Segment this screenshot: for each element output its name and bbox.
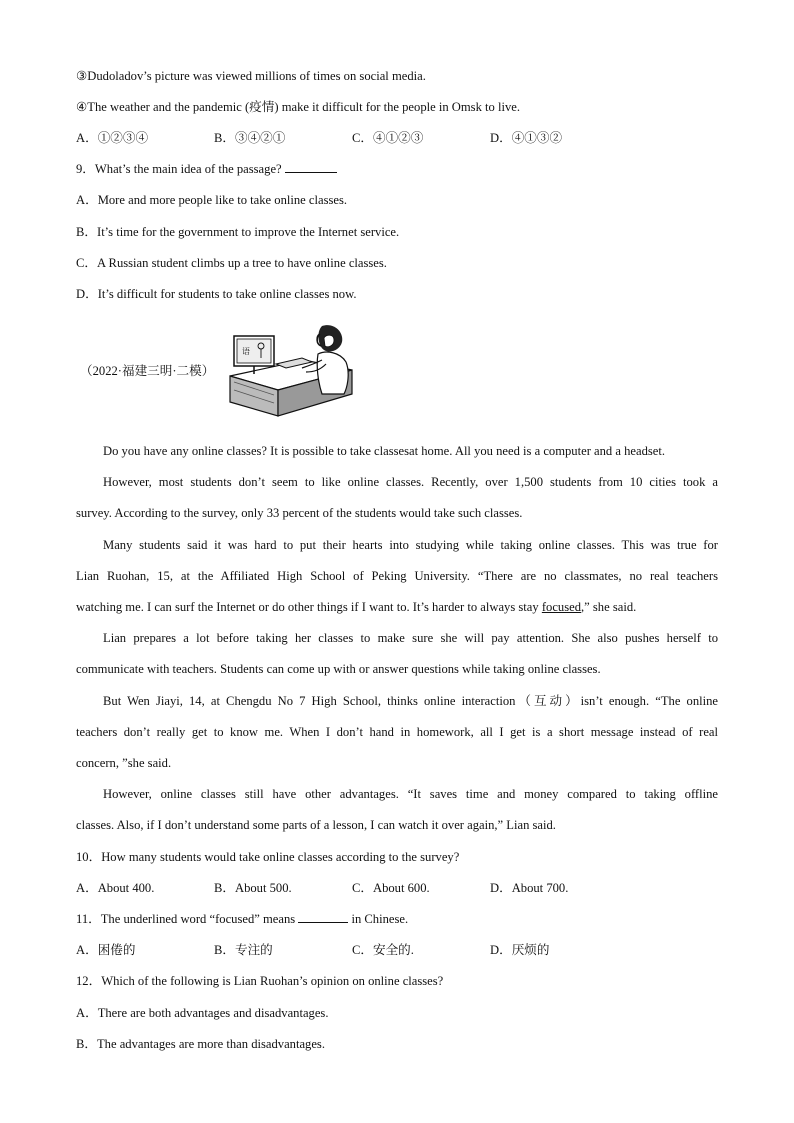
q8-option-a[interactable]: A．①②③④ (76, 131, 149, 145)
passage-paragraph-3-line-2: Lian Ruohan, 15, at the Affiliated High School of Peking University. “There are no classmates, no real teachers (76, 569, 718, 583)
q11-stem-text: in Chinese. (348, 912, 409, 926)
q10-option-c[interactable]: C．About 600. (352, 881, 430, 895)
q12-stem: 12．Which of the following is Lian Ruohan’s opinion on online classes? (76, 974, 444, 988)
q8-option-d[interactable]: D．④①③② (490, 131, 563, 145)
q12-option-a[interactable]: A．There are both advantages and disadvantages. (76, 1006, 329, 1020)
q12-option-b[interactable]: B．The advantages are more than disadvantages. (76, 1037, 325, 1051)
passage-paragraph-5-line-3: concern, ”she said. (76, 756, 172, 770)
q11-stem-text: 11．The underlined word “focused” means (76, 912, 296, 926)
underlined-word-focused: focused (541, 600, 582, 614)
statement-4: ④The weather and the pandemic (疫情) make it difficult for the people in Omsk to live. (76, 100, 521, 114)
q10-option-b[interactable]: B．About 500. (214, 881, 292, 895)
q9-option-d[interactable]: D．It’s difficult for students to take online classes now. (76, 287, 357, 301)
passage-text: ,” she said. (581, 600, 637, 614)
q9-option-a[interactable]: A．More and more people like to take online classes. (76, 193, 348, 207)
q10-option-d[interactable]: D．About 700. (490, 881, 569, 895)
passage-paragraph-6-line-2: classes. Also, if I don’t understand some parts of a lesson, I can watch it over again,” Lian said. (76, 818, 556, 832)
q11-option-b[interactable]: B．专注的 (214, 943, 273, 957)
passage-paragraph-1: Do you have any online classes? It is possible to take classesat home. All you need is a computer and a headset. (103, 444, 666, 458)
passage-paragraph-5-line-2: teachers don’t really get to know me. When I don’t hand in homework, all I get is a short message instead of real (76, 725, 718, 739)
q9-option-c[interactable]: C．A Russian student climbs up a tree to have online classes. (76, 256, 387, 270)
passage-source: （2022·福建三明·二模） (80, 364, 215, 378)
passage-paragraph-5-line-1: But Wen Jiayi, 14, at Chengdu No 7 High School, thinks online interaction（互动）isn’t enough. “The online (103, 694, 718, 708)
q8-option-c[interactable]: C．④①②③ (352, 131, 424, 145)
q8-option-b[interactable]: B．③④②① (214, 131, 286, 145)
q11-option-d[interactable]: D．厌烦的 (490, 943, 550, 957)
q11-stem (76, 911, 718, 927)
passage-paragraph-4-line-1: Lian prepares a lot before taking her classes to make sure she will pay attention. She also pushes herself to (103, 631, 718, 645)
passage-paragraph-3-line-1: Many students said it was hard to put their hearts into studying while taking online classes. This was true for (103, 538, 718, 552)
passage-paragraph-2-line-1: However, most students don’t seem to like online classes. Recently, over 1,500 students from 10 cities took a (103, 475, 718, 489)
q9-answer-blank[interactable] (285, 161, 337, 173)
statement-3: ③Dudoladov’s picture was viewed millions of times on social media. (76, 69, 426, 83)
passage-text: watching me. I can surf the Internet or do other things if I want to. It’s harder to always stay (76, 600, 542, 614)
q11-option-a[interactable]: A．困倦的 (76, 943, 136, 957)
q11-option-c[interactable]: C．安全的. (352, 943, 414, 957)
svg-text:语: 语 (242, 347, 250, 356)
q11-answer-blank[interactable] (298, 911, 348, 923)
passage-paragraph-2-line-2: survey. According to the survey, only 33 percent of the students would take such classes. (76, 506, 523, 520)
q9-option-b[interactable]: B．It’s time for the government to improve the Internet service. (76, 225, 400, 239)
q9-stem (76, 161, 718, 177)
q10-option-a[interactable]: A．About 400. (76, 881, 155, 895)
q9-stem-text: 9．What’s the main idea of the passage? (76, 162, 282, 176)
passage-paragraph-3-line-3 (76, 599, 718, 615)
q10-stem: 10．How many students would take online classes according to the survey? (76, 850, 460, 864)
online-class-illustration (226, 320, 354, 418)
passage-paragraph-4-line-2: communicate with teachers. Students can come up with or answer questions while taking online classes. (76, 662, 601, 676)
passage-paragraph-6-line-1: However, online classes still have other advantages. “It saves time and money compared to taking offline (103, 787, 718, 801)
